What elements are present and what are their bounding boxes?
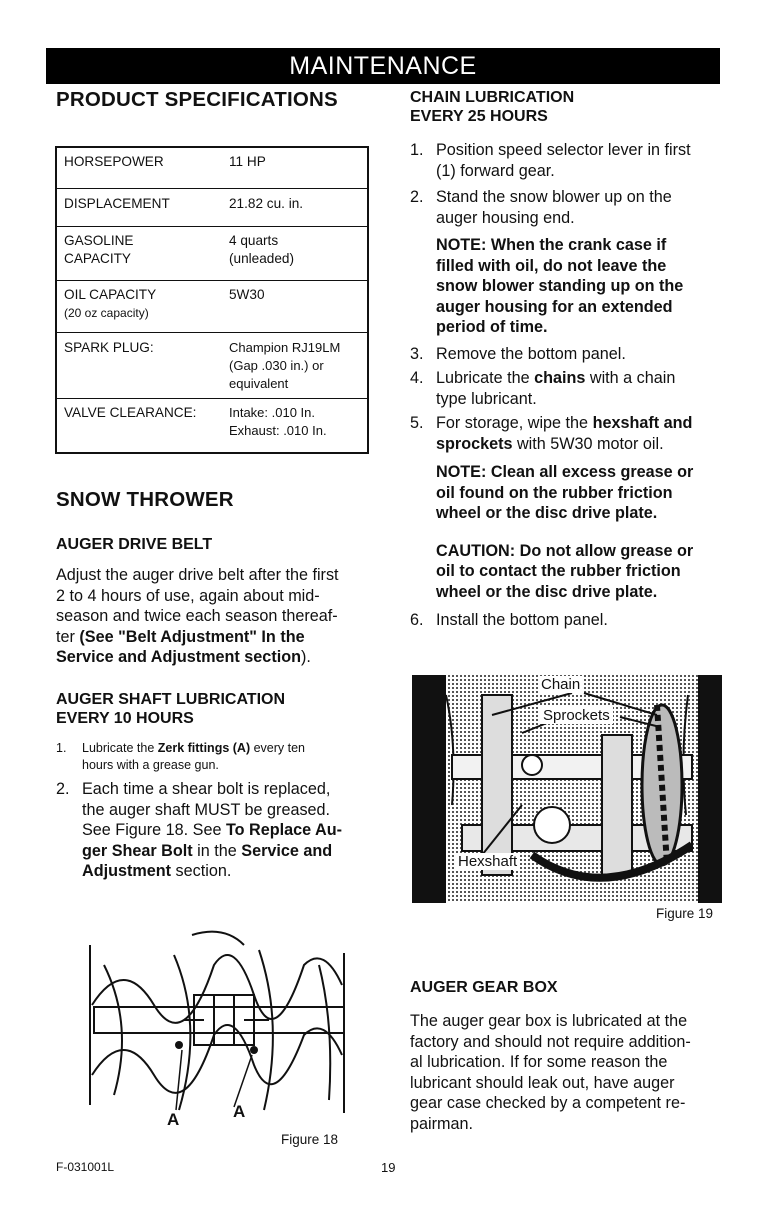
text-line [436,434,740,455]
step-number: 2. [410,188,424,206]
step-number: 1. [410,141,424,159]
step-number: 2. [56,780,70,798]
text-span: section. [171,862,232,880]
document-code: F-031001L [56,1160,115,1174]
text-line: NOTE: Clean all excess grease or [436,463,694,481]
text-line: auger housing end. [436,208,575,227]
specs-title: PRODUCT SPECIFICATIONS [56,88,338,111]
text-line: pairman. [410,1114,473,1133]
list-item [410,610,740,631]
figure-19-label-sprockets: Sprockets [540,707,613,724]
auger-drive-belt-heading: AUGER DRIVE BELT [56,536,213,553]
text-line: Stand the snow blower up on the [436,188,672,206]
spec-value: 11 HP [229,154,266,169]
spec-row-horsepower [57,148,367,188]
list-item [410,413,740,454]
spec-label-line: GASOLINE [64,233,134,248]
spec-value [229,404,327,440]
cross-reference: To Replace Au- [225,821,343,839]
spec-value-line: Intake: .010 In. [229,405,316,420]
auger-drive-belt-text [56,565,376,668]
auger-gear-box-text [410,1011,740,1134]
text-span: every ten [250,741,305,755]
text-line: al lubrication. If for some reason the [410,1053,668,1071]
text-line: Install the bottom panel. [436,611,608,629]
text-line: (1) forward gear. [436,161,555,180]
spec-row-oil [57,280,367,333]
text-line [436,413,740,434]
text-line: Adjust the auger drive belt after the first [56,566,339,584]
text-line [56,647,376,668]
step-number: 3. [410,344,424,363]
spec-table [55,146,369,454]
figure-18-label-a: A [167,1110,180,1129]
cross-reference: (See "Belt Adjustment" In the [79,627,305,646]
spec-value-line: Champion RJ19LM [229,340,341,355]
auger-shaft-lubrication-heading [56,690,285,728]
text-span: with 5W30 motor oil. [512,434,664,453]
text-line: filled with oil, do not leave the [436,256,667,275]
text-line: the auger shaft MUST be greased. [82,800,331,819]
text-span: in the [192,841,242,860]
text-line: 2 to 4 hours of use, again about mid- [56,586,320,605]
list-item [56,779,376,882]
cross-reference: Adjustment [82,862,172,880]
chain-lubrication-heading [410,88,574,126]
spec-value: 5W30 [229,287,265,302]
text-line: lubricant should leak out, have auger [410,1073,675,1092]
text-span: For storage, wipe the [436,414,593,432]
list-item [410,140,740,181]
step-number: 6. [410,611,424,629]
spec-value [229,232,294,268]
step-number: 1. [56,741,67,755]
spec-label: SPARK PLUG: [64,340,154,355]
text-line [82,841,376,862]
text-line: type lubricant. [436,389,537,408]
caution-grease [410,541,740,603]
text-line: factory and should not require addition- [410,1032,691,1051]
note-clean-grease [410,462,740,524]
text-line: Remove the bottom panel. [436,344,626,363]
list-item [410,368,740,409]
text-line: hours with a grease gun. [82,758,219,772]
list-item [410,187,740,228]
text-line: CAUTION: Do not allow grease or [436,541,694,560]
spec-row-gasoline [57,226,367,281]
heading-line: AUGER SHAFT LUBRICATION [56,691,286,708]
heading-line: EVERY 25 HOURS [410,108,548,125]
auger-gear-box-heading: AUGER GEAR BOX [410,979,558,996]
zerk-fittings-term: Zerk fittings (A) [157,741,251,755]
text-line [436,368,740,389]
list-item [56,740,376,774]
figure-18-caption: Figure 18 [281,1132,339,1147]
spec-value-line: (Gap .030 in.) or [229,358,324,373]
text-line: wheel or the disc drive plate. [436,582,658,601]
cross-reference: Service and [241,841,333,860]
spec-label-line: OIL CAPACITY [64,287,157,302]
page-number: 19 [381,1160,396,1175]
cross-reference: ger Shear Bolt [82,841,193,860]
text-span: Lubricate the [436,369,535,387]
step-number: 5. [410,414,424,432]
text-line: season and twice each season thereaf- [56,607,338,625]
text-line: period of time. [436,318,548,336]
text-line: Position speed selector lever in first [436,141,691,159]
cross-reference: Service and Adjustment section [56,648,301,666]
spec-label: VALVE CLEARANCE: [64,405,197,420]
text-line [82,740,376,757]
figure-19-caption: Figure 19 [656,906,714,921]
chains-term: chains [534,369,586,387]
spec-row-spark-plug [57,332,367,399]
spec-label: DISPLACEMENT [64,196,170,211]
spec-label: HORSEPOWER [64,154,164,169]
figure-19-label-hexshaft: Hexshaft [455,853,520,870]
spec-value: 21.82 cu. in. [229,196,304,211]
chain-lubrication-steps [410,140,740,631]
text-line: oil to contact the rubber friction [436,562,681,580]
text-line [82,861,376,882]
text-line: snow blower standing up on the [436,277,684,295]
snow-thrower-title: SNOW THROWER [56,488,234,511]
text-span: See Figure 18. See [82,821,226,839]
sprockets-term: sprockets [436,434,513,453]
text-line: The auger gear box is lubricated at the [410,1012,688,1030]
spec-value-line: equivalent [229,376,289,391]
text-line: auger housing for an extended [436,297,673,316]
spec-label-line: CAPACITY [64,251,131,266]
auger-shaft-steps [56,740,376,882]
note-crank-case [410,235,740,338]
step-number: 4. [410,369,424,387]
spec-row-valve-clearance [57,398,367,453]
text-line: oil found on the rubber friction [436,483,673,502]
heading-line: EVERY 10 HOURS [56,710,194,727]
text-span: ter [56,627,80,646]
text-line: gear case checked by a competent re- [410,1094,686,1112]
spec-label-line: (20 oz capacity) [64,306,149,320]
spec-row-displacement [57,188,367,227]
hexshaft-term: hexshaft and [592,414,693,432]
spec-value-line: (unleaded) [229,251,294,266]
text-line: Each time a shear bolt is replaced, [82,780,331,798]
figure-19-label-chain: Chain [538,676,583,693]
list-item [410,344,740,365]
text-span: with a chain [585,369,676,387]
text-line [56,627,376,648]
spec-label [64,232,134,268]
spec-value [229,339,340,393]
text-span: Lubricate the [82,741,158,755]
figure-18-label-a: A [233,1102,246,1121]
spec-value-line: 4 quarts [229,233,279,248]
text-line: wheel or the disc drive plate. [436,504,658,522]
spec-value-line: Exhaust: .010 In. [229,423,327,438]
spec-label [64,286,156,322]
text-span: ). [300,648,311,666]
text-line: NOTE: When the crank case if [436,236,667,254]
figure-18-auger-illustration [84,925,356,1135]
section-banner: MAINTENANCE [46,48,720,84]
text-line [82,820,376,841]
heading-line: CHAIN LUBRICATION [410,89,575,106]
